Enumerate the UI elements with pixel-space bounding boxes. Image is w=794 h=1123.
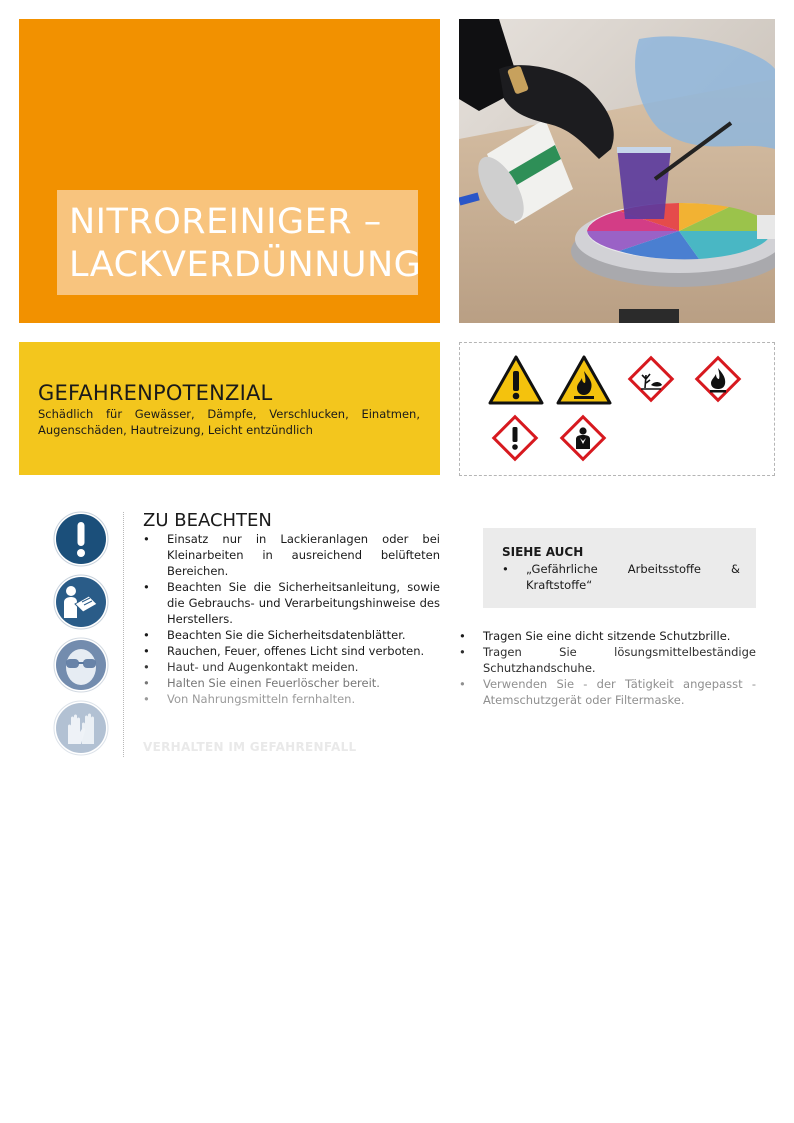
ghs-health-hazard-icon bbox=[559, 414, 607, 462]
list-item: • Rauchen, Feuer, offenes Licht sind verboten. bbox=[143, 643, 440, 659]
list-item: • Halten Sie einen Feuerlöscher bereit. bbox=[143, 675, 440, 691]
zu-beachten-right-list bbox=[459, 628, 756, 708]
header-photo bbox=[459, 19, 775, 323]
section-title-zu-beachten: ZU BEACHTEN bbox=[143, 510, 272, 531]
list-item: • Einsatz nur in Lackieranlagen oder bei Kleinarbeiten in ausreichend belüfteten Bereichen. bbox=[143, 531, 440, 579]
see-also-box bbox=[483, 528, 756, 608]
list-item: • Von Nahrungsmitteln fernhalten. bbox=[143, 691, 440, 707]
title-box bbox=[57, 190, 422, 295]
see-also-link[interactable]: • „Gefährliche Arbeitsstoffe & Kraftstoffe“ bbox=[502, 561, 740, 593]
list-item: • Tragen Sie lösungsmittelbeständige Schutzhandschuhe. bbox=[459, 644, 756, 676]
section-title-verhalten: VERHALTEN IM GEFAHRENFALL bbox=[143, 740, 357, 754]
hazard-title: GEFAHRENPOTENZIAL bbox=[38, 381, 273, 405]
list-item: • Verwenden Sie - der Tätigkeit angepasst - Atemschutzgerät oder Filtermaske. bbox=[459, 676, 756, 708]
ghs-flammable-icon bbox=[694, 355, 742, 403]
see-also-list bbox=[502, 561, 740, 593]
vertical-divider bbox=[123, 512, 124, 757]
general-mandatory-icon bbox=[53, 511, 109, 567]
flammable-warning-icon bbox=[555, 354, 613, 406]
page-title-line-2: LACKVERDÜNNUNG bbox=[69, 245, 422, 285]
zu-beachten-left-list bbox=[143, 531, 440, 707]
title-banner bbox=[19, 19, 440, 323]
hand-protection-icon bbox=[53, 700, 109, 756]
hazard-description: Schädlich für Gewässer, Dämpfe, Verschlucken, Einatmen, Augenschäden, Hautreizung, Leicht entzündlich bbox=[38, 407, 420, 437]
page-title-line-1: NITROREINIGER – bbox=[69, 202, 382, 242]
list-item: • Haut- und Augenkontakt meiden. bbox=[143, 659, 440, 675]
hazard-section bbox=[19, 342, 440, 475]
ghs-exclamation-icon bbox=[491, 414, 539, 462]
ghs-environment-icon bbox=[627, 355, 675, 403]
list-item: • Beachten Sie die Sicherheitsdatenblätter. bbox=[143, 627, 440, 643]
hazard-pictograms bbox=[459, 342, 775, 476]
see-also-title: SIEHE AUCH bbox=[502, 545, 584, 559]
list-item: • Tragen Sie eine dicht sitzende Schutzbrille. bbox=[459, 628, 756, 644]
paint-mixing-photo bbox=[459, 19, 775, 323]
general-warning-icon bbox=[487, 354, 545, 406]
eye-protection-icon bbox=[53, 637, 109, 693]
list-item: • Beachten Sie die Sicherheitsanleitung, sowie die Gebrauchs- und Verarbeitungshinweise des Herstellers. bbox=[143, 579, 440, 627]
read-instructions-icon bbox=[53, 574, 109, 630]
